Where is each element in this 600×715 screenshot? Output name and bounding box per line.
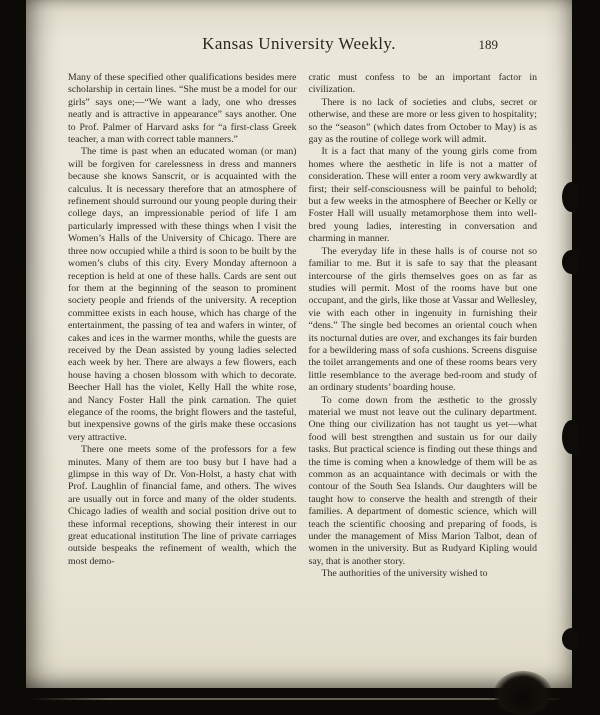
paragraph-text: cratic must confess to be an important factor in civilization. (308, 72, 537, 96)
paragraph-text: The time is past when an educated woman (or man) will be forgiven for carelessness in dress and manners because she knows Sanscrit, or is acquainted with the calculus. It is necessary therefore that an atmosphere of refinement should surround our young people during their college days, an impressionable period of life I am particularly impressed with these things when I visit the Women’s Halls of the University of Chicago. There are three now occupied while a third is soon to be built by the women’s clubs of this city. Every Monday afternoon a reception is held at one of these halls. Cards are sent out for them at the beginning of the season to prominent society people and friends of the university. A reception committee exists in each house, which has charge of the entertainment, the passing of tea and wafers in winter, of cakes and ices in the warmer months, while the guests are received by the Dean assisted by young ladies selected each week by her. There are always a few flowers, each house having a chosen blossom with which to decorate. Beecher Hall has the violet, Kelly Hall the white rose, and Nancy Foster Hall the pink carnation. The quiet elegance of the rooms, the bright flowers and the tasteful, but inexpensive gowns of the girls make these occasions very attractive. (68, 146, 297, 443)
page-number: 189 (478, 37, 498, 52)
scan-edge-left (0, 0, 26, 709)
scan-artifact-notch (562, 250, 578, 274)
paragraph-text: The authorities of the university wished to (321, 568, 488, 580)
page-title: Kansas University Weekly. (202, 34, 396, 53)
scan-artifact-line (30, 698, 564, 700)
scan-artifact-notch (562, 628, 578, 650)
paragraph-text: To come down from the æsthetic to the grossly material we must not leave out the culinary department. One thing our civilization has not taught us yet—what food will best strengthen and sustain us for our daily tasks. But practical science is finding out these things and the time is coming when a knowledge of them will be as common as an acquaintance with decimals or with the contour of the South Sea Islands. Our daughters will be taught how to conserve the health and strength of their families. A department of domestic science, which will teach the scientific choosing and preparing of foods, is under the management of Miss Marion Talbot, dean of women in the university. But as Rudyard Kipling would say, that is another story. (308, 394, 537, 567)
paragraph-text: The everyday life in these halls is of course not so familiar to me. But it is safe to say that the pleasant intercourse of the girls themselves goes on as far as studies will permit. Most of the rooms have but one occupant, and the girls, like those at Vassar and Wellesley, vie with each other in ingenuity in furnishing their “dens.” The single bed becomes an oriental couch when its nocturnal duties are over, and exchanges its fair burden for a bewildering mass of sofa cushions. Screens disguise the toilet arrangements and one of these rooms bears very little resemblance to the average bed-room and study of an ordinary students’ boarding house. (308, 245, 537, 394)
scan-artifact-shadow (494, 671, 552, 715)
text-columns (26, 66, 572, 581)
paragraph-text: It is a fact that many of the young girls come from homes where the aesthetic in life is not a matter of consideration. These will enter a room very awkwardly at first; their self-consciousness will be painful to behold; but a few weeks in the atmosphere of Beecher or Kelly or Foster Hall will usually metamorphose them into well-bred young ladies, interesting in conversation and charming in manner. (308, 146, 537, 245)
paragraph-text: Many of these specified other qualifications besides mere scholarship in certain lines. “She must be a model for our girls” says one;—“We want a lady, one who dresses neatly and is attractive in appearance” says another. One to Prof. Palmer of Harvard asks for “a first-class Greek teacher, a man with correct table manners.” (68, 72, 297, 146)
scan-artifact-notch (562, 182, 578, 212)
paper (26, 0, 572, 688)
right-column (309, 72, 538, 581)
paragraph-text: There is no lack of societies and clubs, secret or otherwise, and these are more or less given to hospitality; so the “season” (which dates from October to May) is as gay as the routine of college work will admit. (308, 96, 537, 146)
paragraph-text: There one meets some of the professors for a few minutes. Many of them are too busy but I have had a glimpse in this way of Dr. Von-Holst, a hasty chat with Prof. Laughlin of financial fame, and others. The wives are usually out in force and many of the older students. Chicago ladies of wealth and social position drive out to these informal receptions, showing their interest in our great educational institution The line of private carriages outside bespeaks the refinement of wealth, which the most demo- (68, 444, 297, 567)
masthead (26, 0, 572, 66)
scan-artifact-notch (562, 420, 578, 454)
scan-edge-right (572, 0, 600, 709)
left-column (68, 72, 297, 581)
